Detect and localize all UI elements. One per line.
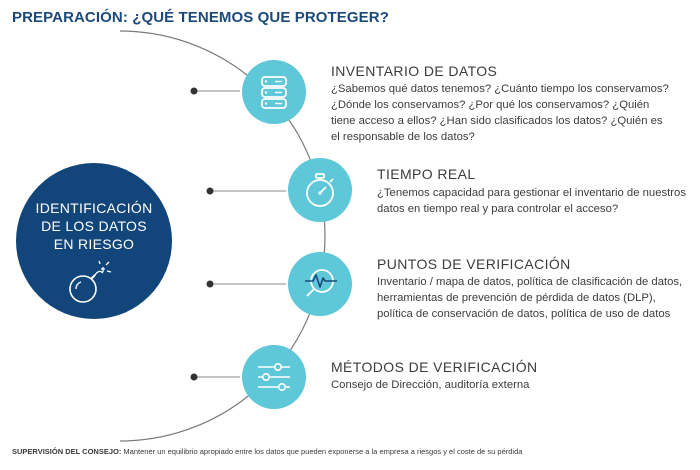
hub-circle bbox=[16, 163, 172, 319]
item-desc-inventario: ¿Sabemos qué datos tenemos? ¿Cuánto tiempo los conservamos? ¿Dónde los conservamos? ¿Por qué los conservamos? ¿Quién tiene acceso a ellos? ¿Han sido clasificados los datos? ¿Quién es el responsable de los datos? bbox=[331, 83, 669, 143]
item-title-tiempo-real: TIEMPO REAL bbox=[377, 166, 476, 182]
stopwatch-circle bbox=[288, 158, 352, 222]
database-circle bbox=[242, 60, 306, 124]
connector-dot-3 bbox=[207, 281, 214, 288]
item-desc-puntos: Inventario / mapa de datos, política de clasificación de datos, herramientas de prevención de pérdida de datos (DLP), política de conservación de datos, política de uso de datos bbox=[377, 276, 683, 320]
page-title: PREPARACIÓN: ¿QUÉ TENEMOS QUE PROTEGER? bbox=[12, 9, 389, 26]
database-icon bbox=[242, 60, 306, 124]
bomb-icon bbox=[65, 259, 123, 309]
stopwatch-icon bbox=[288, 158, 352, 222]
item-title-inventario: INVENTARIO DE DATOS bbox=[331, 63, 498, 79]
footer-label: SUPERVISIÓN DEL CONSEJO: bbox=[12, 447, 122, 456]
item-title-puntos: PUNTOS DE VERIFICACIÓN bbox=[377, 256, 571, 272]
connector-dot-1 bbox=[191, 88, 198, 95]
connector-dot-2 bbox=[207, 188, 214, 195]
hub-label: IDENTIFICACIÓN DE LOS DATOS EN RIESGO bbox=[35, 200, 153, 252]
footer-text: Mantener un equilibrio apropiado entre los datos que pueden exponerse a la empresa a riesgos y el coste de su pérdida bbox=[121, 447, 523, 456]
item-desc-metodos: Consejo de Dirección, auditoría externa bbox=[331, 379, 530, 391]
footer-note bbox=[12, 447, 522, 456]
sliders-icon bbox=[242, 345, 306, 409]
sliders-circle bbox=[242, 345, 306, 409]
item-desc-tiempo-real: ¿Tenemos capacidad para gestionar el inventario de nuestros datos en tiempo real y para controlar el acceso? bbox=[377, 187, 686, 215]
magnifier-circle bbox=[288, 252, 352, 316]
item-title-metodos: MÉTODOS DE VERIFICACIÓN bbox=[331, 359, 538, 375]
connector-dot-4 bbox=[191, 374, 198, 381]
magnifier-pulse-icon bbox=[288, 252, 352, 316]
